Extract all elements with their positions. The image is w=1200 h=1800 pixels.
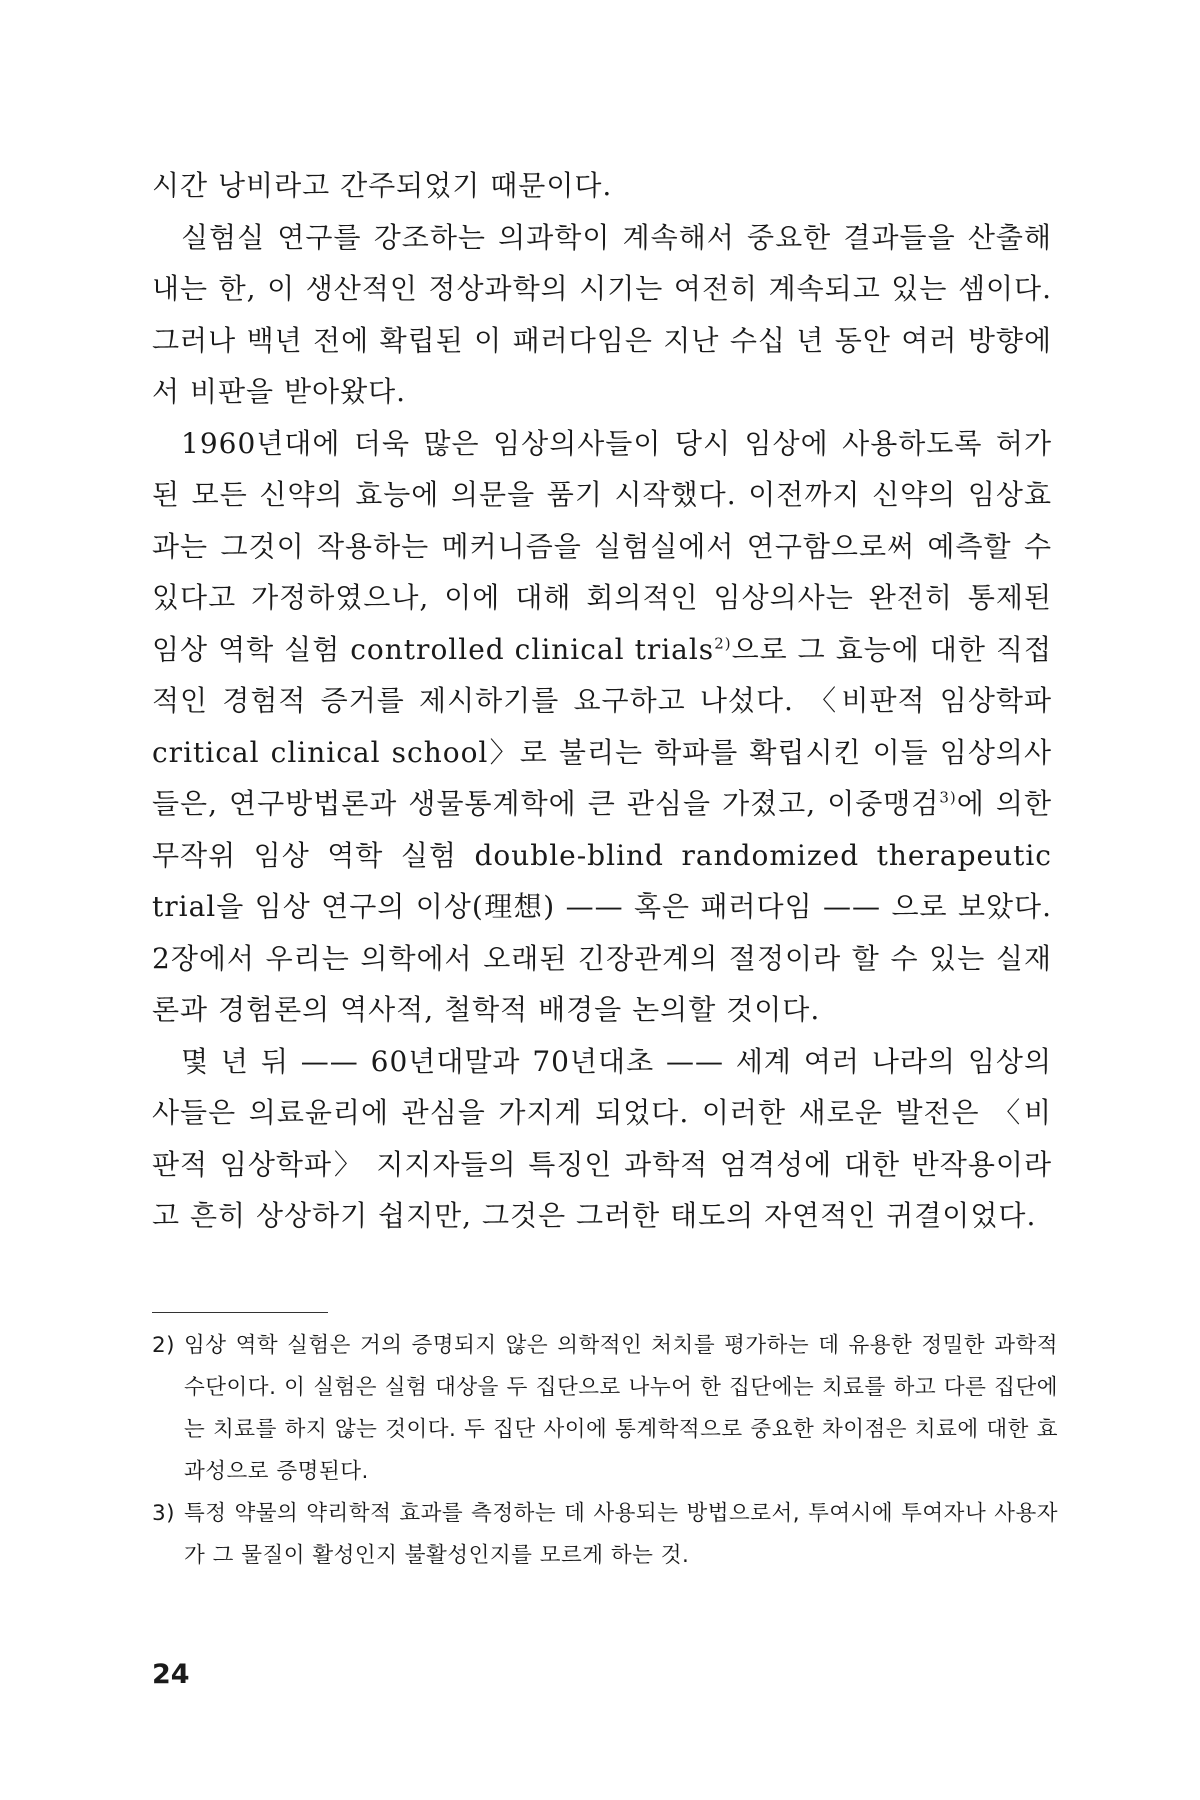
body-text [152,160,1052,1242]
paragraph-3 [152,418,1052,1036]
footnote-number: 2) [152,1333,176,1358]
paragraph-2: 실험실 연구를 강조하는 의과학이 계속해서 중요한 결과들을 산출해내는 한, 이 생산적인 정상과학의 시기는 여전히 계속되고 있는 셈이다. 그러나 백년 전에 확립된 이 패러다임은 지난 수십 년 동안 여러 방향에서 비판을 받아왔다. [152,220,1052,408]
paragraph-3-part-a: 1960년대에 더욱 많은 임상의사들이 당시 임상에 사용하도록 허가된 모든 신약의 효능에 의문을 품기 시작했다. 이전까지 신약의 임상효과는 그것이 작용하는 메커니즘을 실험실에서 연구함으로써 예측할 수 있다고 가정하였으나, 이에 대해 회의적인 임상의사는 완전히 통제된 임상 역학 실험 controlled clinical trials [152,426,1052,666]
footnote-text: 특정 약물의 약리학적 효과를 측정하는 데 사용되는 방법으로서, 투여시에 투여자나 사용자가 그 물질이 활성인지 불활성인지를 모르게 하는 것. [184,1501,1058,1568]
footnote-2 [152,1325,1058,1493]
paragraph-3-part-c: 에 의한 무작위 임상 역학 실험 double-blind randomized therapeutic trial을 임상 연구의 이상(理想) —— 혹은 패러다임 —— 으로 보았다. 2장에서 우리는 의학에서 오래된 긴장관계의 절정이라 할 수 있는 실재론과 경험론의 역사적, 철학적 배경을 논의할 것이다. [152,787,1053,1026]
footnote-divider [152,1312,328,1313]
paragraph-3-part-b: 으로 그 효능에 대한 직접적인 경험적 증거를 제시하기를 요구하고 나섰다. 〈비판적 임상학파 critical clinical school〉로 불리는 학파를 확립시킨 이들 임상의사들은, 연구방법론과 생물통계학에 큰 관심을 가졌고, 이중맹검 [152,632,1052,820]
paragraph-1: 시간 낭비라고 간주되었기 때문이다. [152,169,613,202]
footnote-number: 3) [152,1501,176,1526]
footnote-ref-2: 2) [714,634,732,653]
footnote-text: 임상 역학 실험은 거의 증명되지 않은 의학적인 처치를 평가하는 데 유용한 정밀한 과학적 수단이다. 이 실험은 실험 대상을 두 집단으로 나누어 한 집단에는 치료를 하고 다른 집단에는 치료를 하지 않는 것이다. 두 집단 사이에 통계학적으로 중요한 차이점은 치료에 대한 효과성으로 증명된다. [184,1333,1058,1484]
paragraph-4: 몇 년 뒤 —— 60년대말과 70년대초 —— 세계 여러 나라의 임상의사들은 의료윤리에 관심을 가지게 되었다. 이러한 새로운 발전은 〈비판적 임상학파〉 지지자들의 특징인 과학적 엄격성에 대한 반작용이라고 흔히 상상하기 쉽지만, 그것은 그러한 태도의 자연적인 귀결이었다. [152,1044,1052,1232]
footnote-3 [152,1493,1058,1577]
page-number: 24 [152,1659,190,1690]
footnotes [152,1325,1058,1577]
footnote-ref-3: 3) [939,788,957,807]
